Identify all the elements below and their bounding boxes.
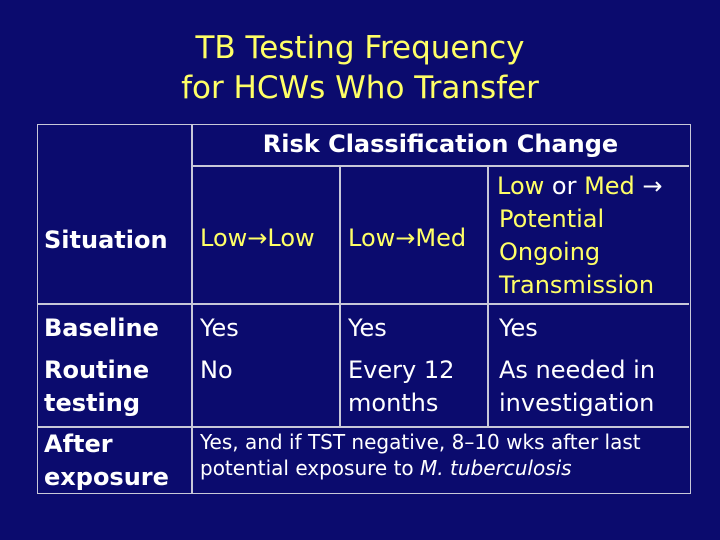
- row-exposure-label-line1: After: [44, 430, 113, 458]
- slide-title: [0, 28, 720, 108]
- divider-low-med: [487, 165, 489, 426]
- row-baseline-low-med: Yes: [348, 314, 387, 342]
- title-line-1: TB Testing Frequency: [195, 30, 525, 66]
- row-routine-potential-line1: As needed in: [499, 356, 656, 384]
- row-routine-label-line1: Routine: [44, 356, 150, 384]
- row-exposure-label-line2: exposure: [44, 463, 169, 491]
- row-routine-potential-line2: investigation: [499, 389, 655, 417]
- row-exposure-label: [44, 429, 169, 492]
- header-potential-line4: Transmission: [499, 271, 655, 299]
- header-situation: Situation: [44, 226, 168, 254]
- divider-situation: [191, 125, 193, 493]
- row-baseline-potential: Yes: [499, 314, 538, 342]
- divider-low-low: [339, 165, 341, 426]
- row-exposure-merged-organism: M. tuberculosis: [420, 456, 572, 480]
- divider-header-bottom: [38, 303, 689, 305]
- row-routine-low-med-line2: months: [348, 389, 439, 417]
- row-routine-low-med-line1: Every 12: [348, 356, 455, 384]
- header-potential-or: or: [544, 172, 585, 200]
- title-line-2: for HCWs Who Transfer: [181, 70, 539, 106]
- header-potential: [499, 171, 691, 300]
- header-potential-arrow: →: [634, 172, 663, 200]
- header-potential-line2: Potential: [499, 205, 605, 233]
- row-exposure-merged-prefix: potential exposure to: [200, 456, 421, 480]
- header-potential-line3: Ongoing: [499, 238, 601, 266]
- row-routine-label-line2: testing: [44, 389, 140, 417]
- group-header: Risk Classification Change: [262, 130, 619, 158]
- row-routine-label: [44, 355, 149, 418]
- row-routine-low-med: [348, 355, 454, 418]
- header-low-med: Low→Med: [348, 224, 467, 252]
- testing-frequency-table: [37, 124, 691, 494]
- divider-routine-bottom: [38, 426, 689, 428]
- row-routine-potential: [499, 355, 655, 418]
- row-exposure-merged-line2: [200, 455, 690, 481]
- row-baseline-low-low: Yes: [200, 314, 239, 342]
- header-potential-low: Low: [497, 172, 545, 200]
- row-exposure-merged-line1: Yes, and if TST negative, 8–10 wks after last: [200, 430, 641, 454]
- row-routine-low-low: No: [200, 356, 233, 384]
- row-baseline-label: Baseline: [44, 314, 159, 342]
- header-low-low: Low→Low: [200, 224, 315, 252]
- row-exposure-merged: [200, 429, 690, 481]
- header-potential-med: Med: [584, 172, 635, 200]
- divider-group-header: [192, 165, 689, 167]
